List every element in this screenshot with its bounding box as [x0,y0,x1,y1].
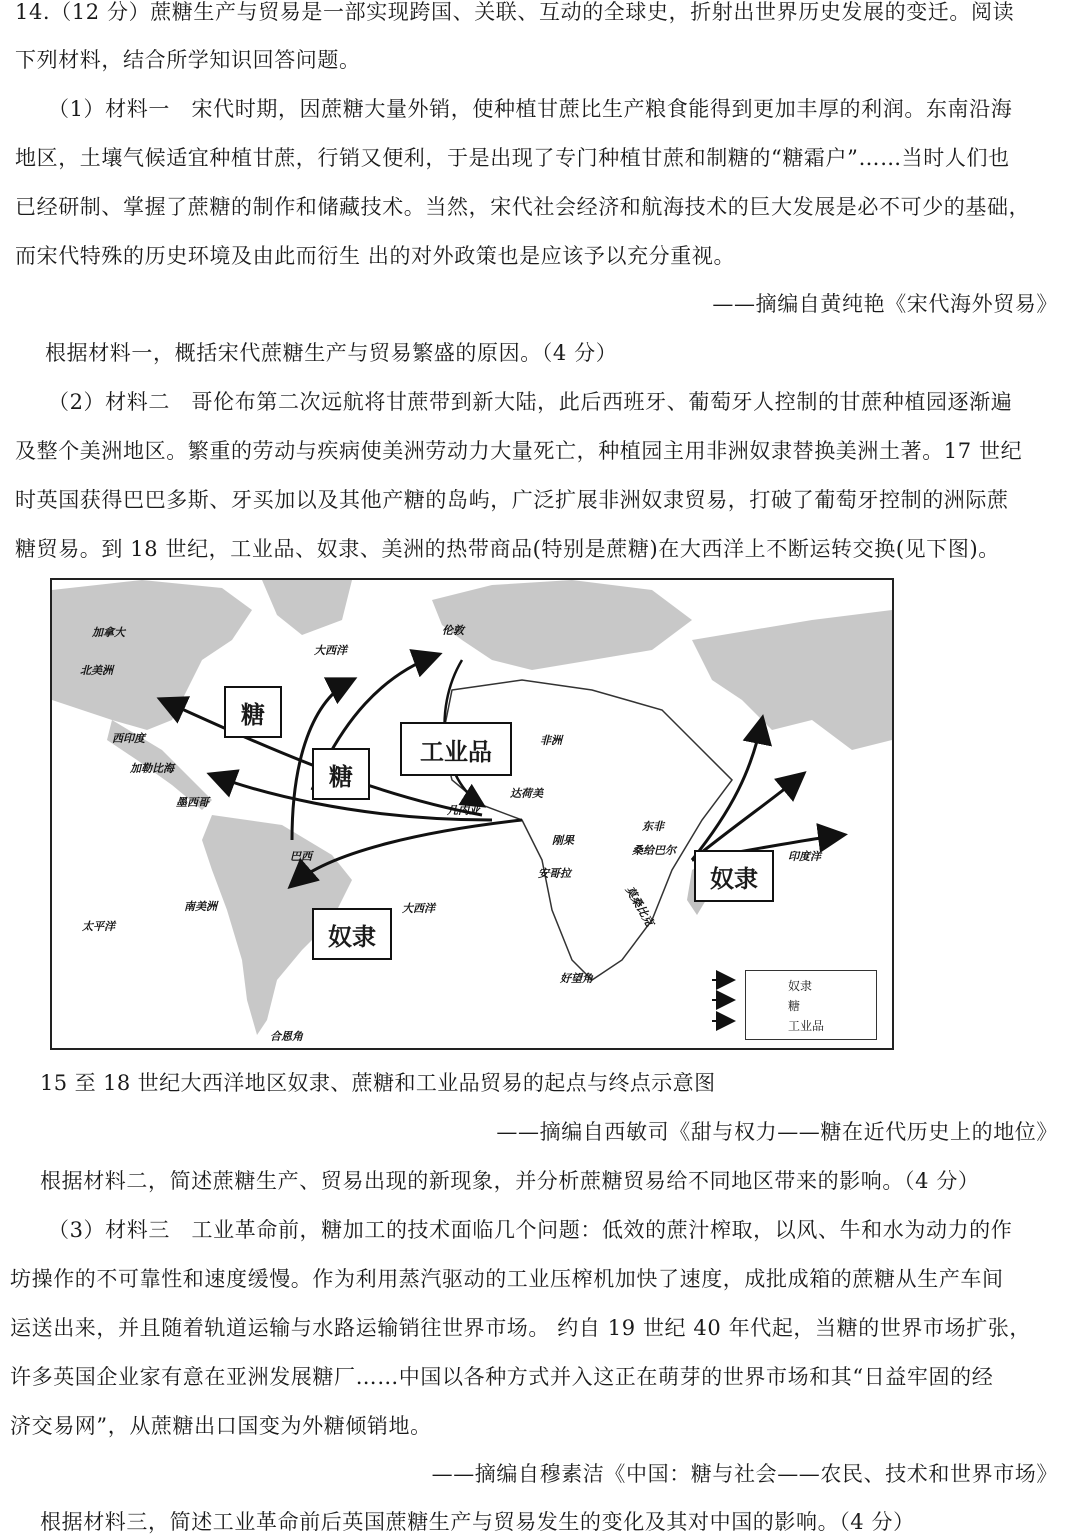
source-3: ——摘编自穆素洁《中国：糖与社会——农民、技术和世界市场》 [431,1462,1058,1486]
material-3-text: 运送出来，并且随着轨道运输与水路运输销往世界市场。 约自 19 世纪 40 年代起，当糖的世界市场扩张， [10,1316,1032,1340]
map-label-europe: 伦敦 [442,624,464,637]
material-1-text: 而宋代特殊的历史环境及由此而衍生 出的对外政策也是应该予以充分重视。 [15,244,736,268]
legend-arrows [712,980,732,1021]
material-1-text: （1）材料一 宋代时期，因蔗糖大量外销，使种植甘蔗比生产粮食能得到更加丰厚的利润。东南沿海 [48,97,1013,121]
map-label-atlantic-south: 大西洋 [402,902,435,915]
question-1: 根据材料一，概括宋代蔗糖生产与贸易繁盛的原因。（4 分） [45,341,618,365]
question-2: 根据材料二，简述蔗糖生产、贸易出现的新现象，并分析蔗糖贸易给不同地区带来的影响。（4 分） [40,1169,980,1193]
map-label-south-america: 南美洲 [184,900,217,913]
slave-box: 奴隶 [312,908,392,960]
material-2-text: 时英国获得巴巴多斯、牙买加以及其他产糖的岛屿，广泛扩展非洲奴隶贸易，打破了葡萄牙控制的洲际蔗 [15,488,1009,512]
greenland-landmass [262,580,352,635]
material-1-text: 地区，土壤气候适宜种植甘蔗，行销又便利，于是出现了专门种植甘蔗和制糖的“糖霜户”……当时人们也 [15,146,1010,170]
map-label-angola: 安哥拉 [538,867,571,880]
map-label-africa: 非洲 [540,734,562,747]
legend-sugar: 糖 [788,999,801,1013]
map-label-mozambique: 莫桑比克 [622,883,657,929]
question-intro: 下列材料，结合所学知识回答问题。 [15,48,361,72]
map-label-atlantic-north: 大西洋 [314,644,347,657]
map-label-zanzibar: 桑给巴尔 [632,844,676,857]
map-caption: 15 至 18 世纪大西洋地区奴隶、蔗糖和工业品贸易的起点与终点示意图 [40,1071,716,1095]
asia-landmass [692,610,892,750]
north-america-landmass [52,580,252,730]
material-2-text: 及整个美洲地区。繁重的劳动与疾病使美洲劳动力大量死亡，种植园主用非洲奴隶替换美洲土著。17 世纪 [15,439,1023,463]
material-3-text: 坊操作的不可靠性和速度缓慢。作为利用蒸汽驱动的工业压榨机加快了速度，成批成箱的蔗糖从生产车间 [10,1267,1004,1291]
source-1: ——摘编自黄纯艳《宋代海外贸易》 [712,292,1058,316]
source-2: ——摘编自西敏司《甜与权力——糖在近代历史上的地位》 [496,1120,1058,1144]
map-label-congo: 刚果 [552,834,574,847]
map-label-caribbean: 加勒比海 [130,762,174,775]
material-3-text: 济交易网”，从蔗糖出口国变为外糖倾销地。 [10,1414,432,1438]
material-3-text: 许多英国企业家有意在亚洲发展糖厂……中国以各种方式并入这正在萌芽的世界市场和其“日益牢固的经 [10,1365,994,1389]
sugar-box: 糖 [224,686,282,738]
map-label-canada: 加拿大 [92,626,125,639]
trade-map [50,578,894,1050]
map-label-cape: 好望角 [560,972,593,985]
legend-slave: 奴隶 [788,979,813,993]
map-label-dahomey: 达荷美 [510,787,543,800]
material-2-text: （2）材料二 哥伦布第二次远航将甘蔗带到新大陆，此后西班牙、葡萄牙人控制的甘蔗种植园逐渐遍 [48,390,1013,414]
map-label-indian-ocean: 印度洋 [788,850,821,863]
map-label-north-america: 北美洲 [80,664,113,677]
europe-landmass [432,580,692,670]
slave-box: 奴隶 [694,850,774,902]
legend-industrial: 工业品 [788,1019,825,1033]
material-2-text: 糖贸易。到 18 世纪，工业品、奴隶、美洲的热带商品(特别是蔗糖)在大西洋上不断运转交换(见下图)。 [15,537,1000,561]
question-header: 14.（12 分）蔗糖生产与贸易是一部实现跨国、关联、互动的全球史，折射出世界历史发展的变迁。阅读 [15,0,1015,24]
map-label-pacific: 太平洋 [82,920,115,933]
map-label-guinea: 几内亚 [447,804,480,817]
map-label-brazil: 巴西 [290,850,312,863]
material-1-text: 已经研制、掌握了蔗糖的制作和储藏技术。当然，宋代社会经济和航海技术的巨大发展是必不可少的基础， [15,195,1031,219]
material-3-text: （3）材料三 工业革命前，糖加工的技术面临几个问题：低效的蔗汁榨取，以风、牛和水为动力的作 [48,1218,1013,1242]
map-label-ethiopia: 东非 [642,820,664,833]
question-3: 根据材料三，简述工业革命前后英国蔗糖生产与贸易发生的变化及其对中国的影响。（4 分） [40,1510,915,1534]
map-label-mexico: 墨西哥 [176,796,209,809]
map-legend [745,970,877,1040]
map-label-west-indies: 西印度 [112,732,145,745]
industrial-goods-box: 工业品 [400,722,512,776]
sugar-box: 糖 [312,748,370,800]
map-label-cape-horn: 合恩角 [270,1030,303,1043]
